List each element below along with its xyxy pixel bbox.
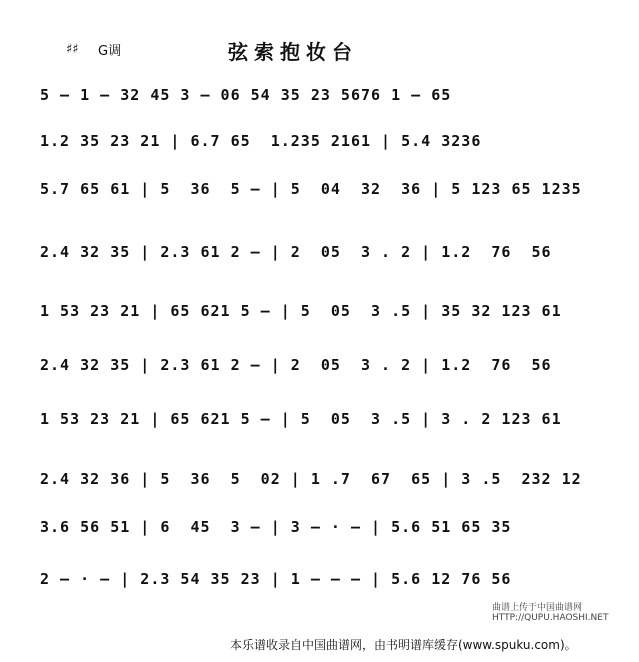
- key-signature: G调: [98, 44, 122, 59]
- piece-title: 弦索抱妆台: [228, 40, 358, 64]
- score-line: [40, 86, 605, 120]
- score-line: [40, 243, 605, 277]
- score-line: [40, 356, 605, 390]
- notation-text: 1 53 23 21 | 65 621 5 — | 5 05 3 .5 | 35 32 123 61: [40, 302, 562, 320]
- notation-text: 2.4 32 35 | 2.3 61 2 — | 2 05 3 . 2 | 1.2 76 56: [40, 356, 552, 374]
- notation-text: 2.4 32 35 | 2.3 61 2 — | 2 05 3 . 2 | 1.2 76 56: [40, 243, 552, 261]
- meter-mark: ♯♯: [66, 42, 79, 57]
- score-line: [40, 470, 605, 504]
- notation-text: 2.4 32 36 | 5 36 5 02 | 1 .7 67 65 | 3 .5 232 12: [40, 470, 582, 488]
- score-line: [40, 570, 605, 604]
- notation-text: 3.6 56 51 | 6 45 3 — | 3 — · — | 5.6 51 65 35: [40, 518, 512, 536]
- notation-text: 1.2 35 23 21 | 6.7 65 1.235 2161 | 5.4 3236: [40, 132, 482, 150]
- notation-text: 1 53 23 21 | 65 621 5 — | 5 05 3 .5 | 3 . 2 123 61: [40, 410, 562, 428]
- score-line: [40, 132, 605, 166]
- notation-text: 5.7 65 61 | 5 36 5 — | 5 04 32 36 | 5 123 65 1235: [40, 180, 582, 198]
- watermark-line-2: HTTP://QUPU.HAOSHI.NET: [492, 613, 609, 623]
- score-line: [40, 518, 605, 552]
- notation-text: 2 — · — | 2.3 54 35 23 | 1 — — — | 5.6 12 76 56: [40, 570, 512, 588]
- score-line: [40, 410, 605, 444]
- score-line: [40, 302, 605, 336]
- notation-text: 5 — 1 — 32 45 3 — 06 54 35 23 5676 1 — 65: [40, 86, 452, 104]
- watermark-line-1: 曲谱上传于中国曲谱网: [492, 603, 583, 613]
- source-credit: 本乐谱收录自中国曲谱网，由书明谱库缓存(www.spuku.com)。: [230, 638, 577, 652]
- score-line: [40, 180, 605, 214]
